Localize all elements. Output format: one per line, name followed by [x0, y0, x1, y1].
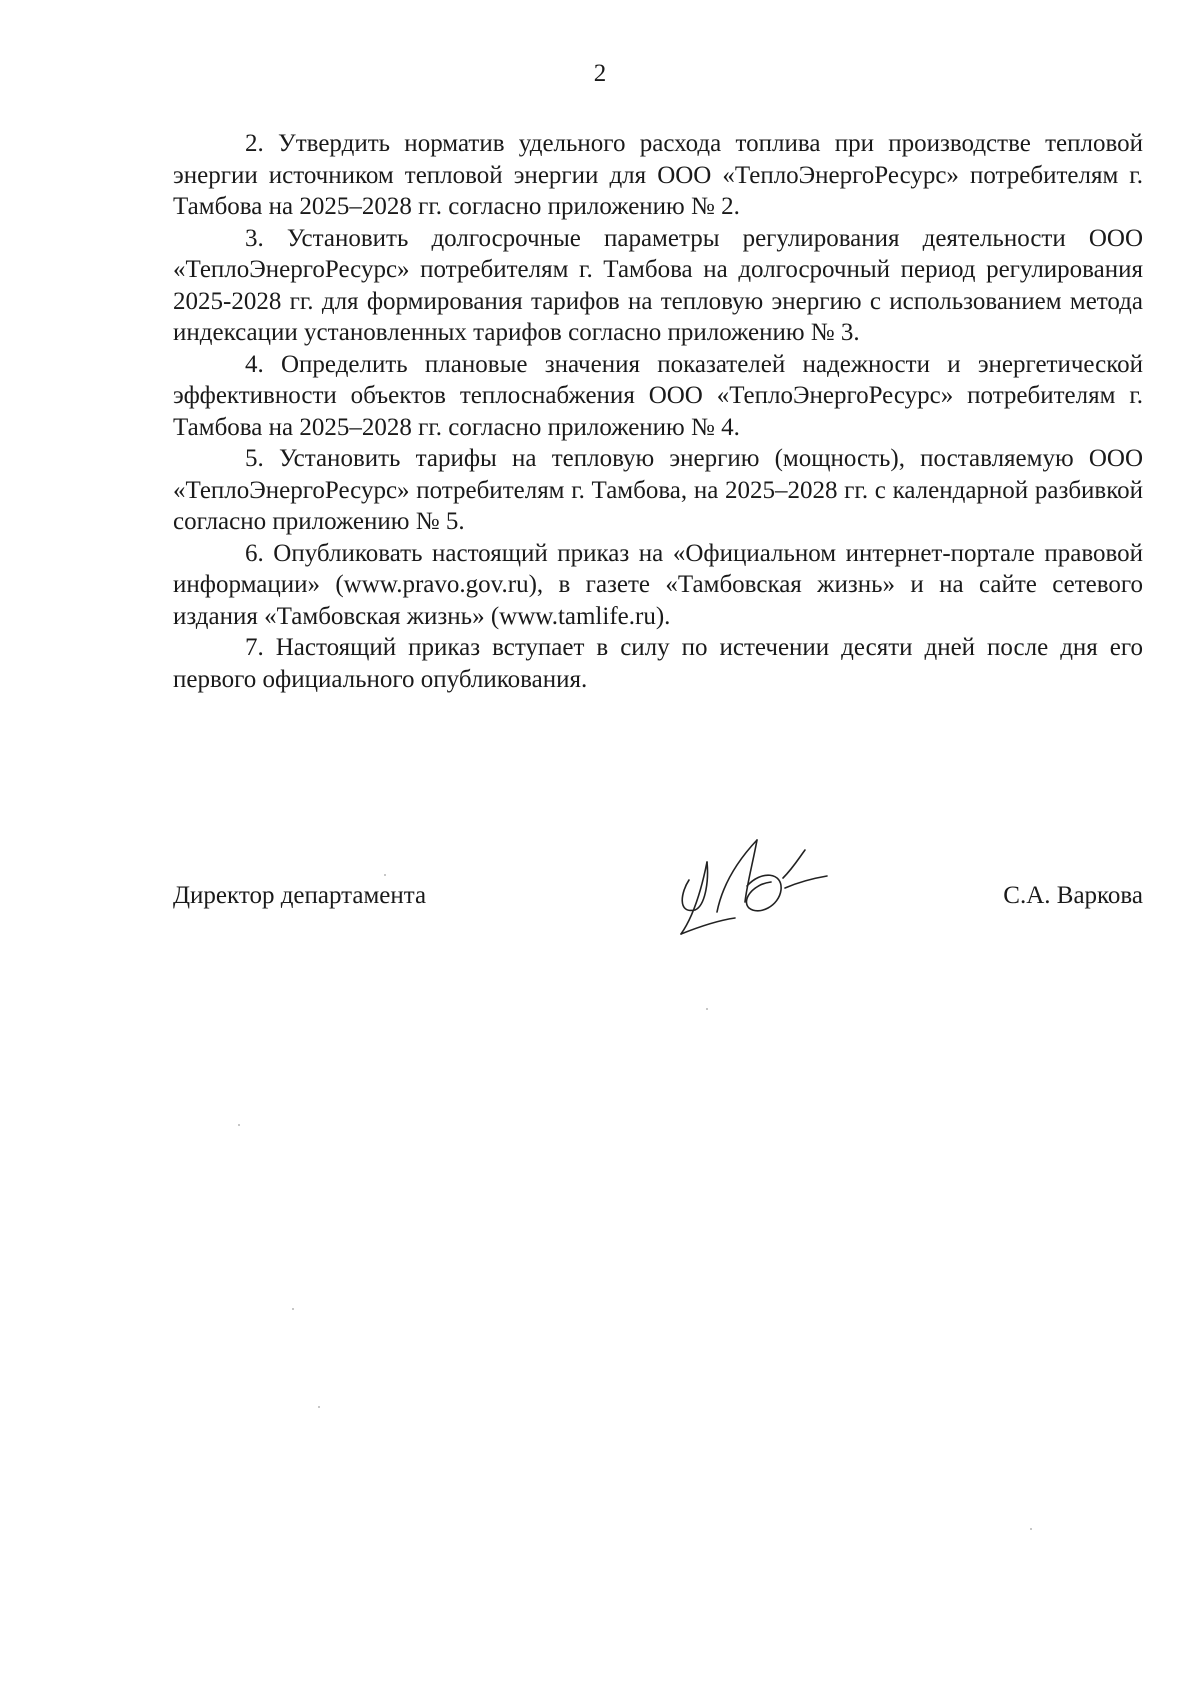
handwritten-signature: [661, 822, 831, 942]
paragraph-item-7: 7. Настоящий приказ вступает в силу по истечении десяти дней после дня его первого официального опубликования.: [173, 634, 1143, 693]
signatory-title: Директор департамента: [173, 882, 427, 909]
paragraph-item-3: 3. Установить долгосрочные параметры регулирования деятельности ООО «ТеплоЭнергоРесурс» потребителям г. Тамбова на долгосрочный период регулирования 2025-2028 гг. для формирования тарифов на тепловую энергию с использованием метода индексации установленных тарифов согласно приложению № 3.: [173, 224, 1143, 346]
scan-speck: [1030, 1528, 1032, 1530]
page-number: 2: [593, 60, 607, 87]
scan-speck: [318, 1406, 320, 1408]
signatory-name: С.А. Варкова: [1003, 882, 1143, 909]
paragraph-item-5: 5. Установить тарифы на тепловую энергию (мощность), поставляемую ООО «ТеплоЭнергоРесурс» потребителям г. Тамбова, на 2025–2028 гг. с календарной разбивкой согласно приложению № 5.: [173, 445, 1143, 535]
scan-speck: [238, 1124, 240, 1126]
scan-speck: [384, 874, 386, 876]
paragraph-item-2: 2. Утвердить норматив удельного расхода топлива при производстве тепловой энергии источником тепловой энергии для ООО «ТеплоЭнергоРесурс» потребителям г. Тамбова на 2025–2028 гг. согласно приложению № 2.: [173, 130, 1143, 220]
scan-speck: [706, 1008, 708, 1010]
scan-speck: [292, 1308, 294, 1310]
paragraph-item-4: 4. Определить плановые значения показателей надежности и энергетической эффективности объектов теплоснабжения ООО «ТеплоЭнергоРесурс» потребителям г. Тамбова на 2025–2028 гг. согласно приложению № 4.: [173, 350, 1143, 441]
paragraph-item-6: 6. Опубликовать настоящий приказ на «Официальном интернет-портале правовой информации» (www.pravo.gov.ru), в газете «Тамбовская жизнь» и на сайте сетевого издания «Тамбовская жизнь» (www.tamlife.ru).: [173, 539, 1143, 630]
signature-block: [173, 880, 1143, 940]
document-body: [173, 128, 1143, 695]
